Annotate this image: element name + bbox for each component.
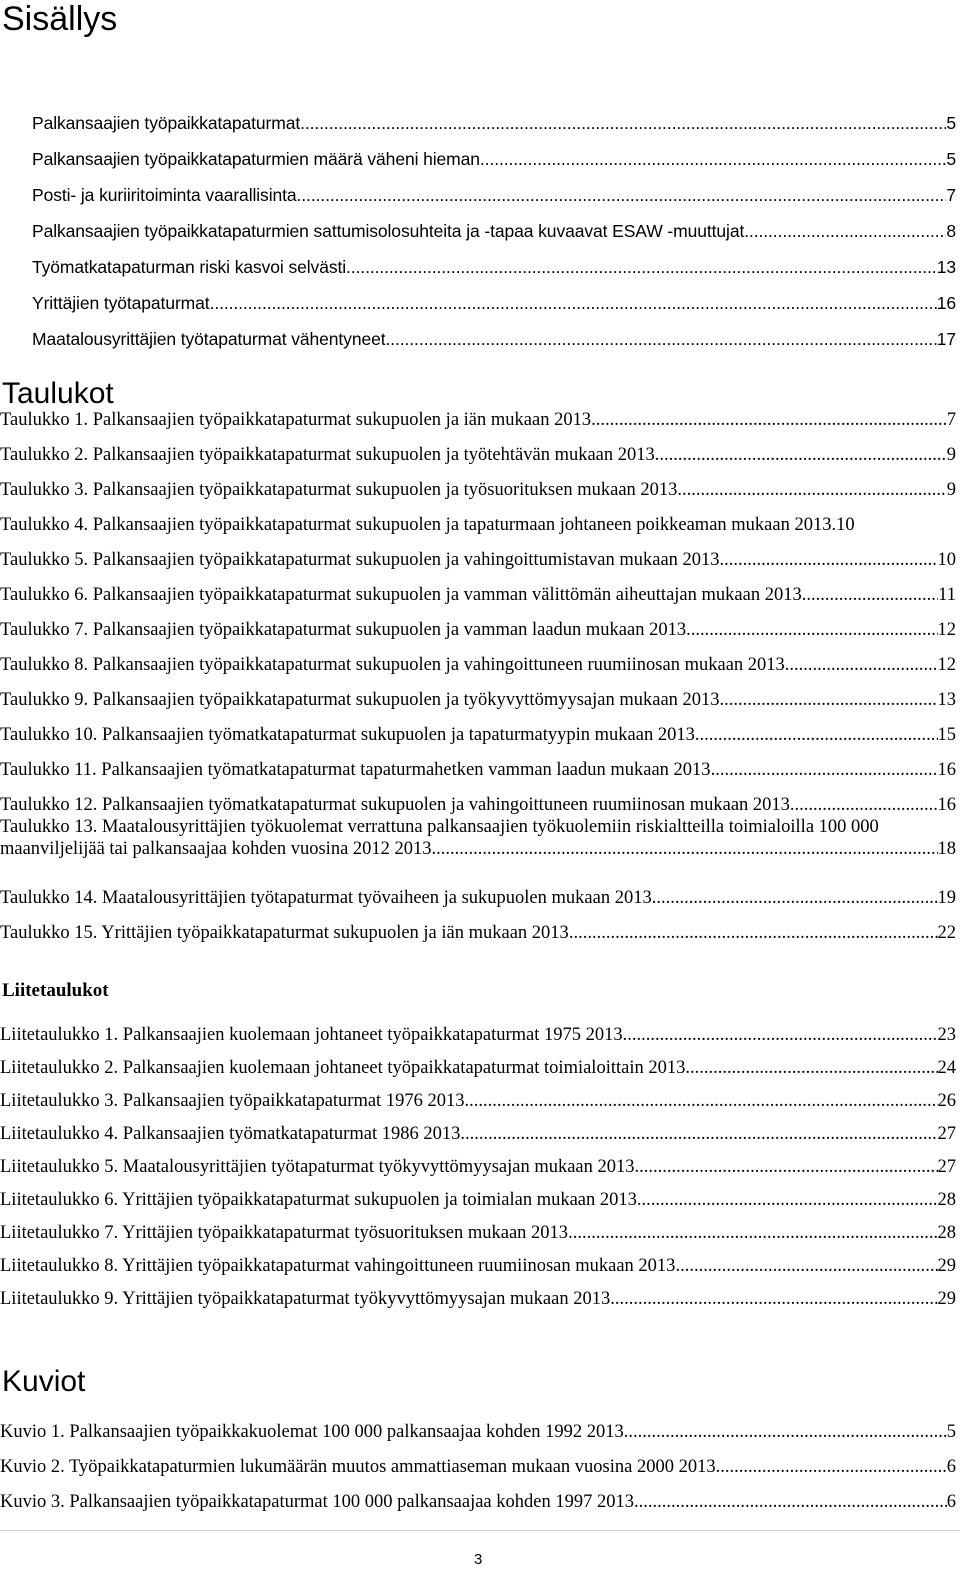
leader-dots <box>652 887 938 909</box>
table-entry-continuation <box>0 838 956 860</box>
table-entry-page: 9 <box>946 445 956 465</box>
leader-dots <box>711 759 938 781</box>
appendix-entry[interactable] <box>0 1178 956 1211</box>
toc-entry-text: Palkansaajien työpaikkatapaturmat <box>32 113 301 133</box>
appendix-entry-text: Liitetaulukko 7. Yrittäjien työpaikkatapaturmat työsuorituksen mukaan 2013 <box>0 1223 569 1243</box>
table-entry-text: Taulukko 7. Palkansaajien työpaikkatapaturmat sukupuolen ja vamman laadun mukaan 2013 <box>0 620 687 640</box>
toc-entry-page: 16 <box>936 293 956 313</box>
table-entry[interactable] <box>0 606 956 641</box>
appendix-entry[interactable] <box>0 1046 956 1079</box>
toc-entry[interactable] <box>32 206 956 242</box>
table-entry-text: Taulukko 6. Palkansaajien työpaikkatapaturmat sukupuolen ja vamman välittömän aiheuttajan mukaan 2013 <box>0 585 802 605</box>
figure-entry-text: Kuvio 3. Palkansaajien työpaikkatapaturmat 100 000 palkansaajaa kohden 1997 2013 <box>0 1492 634 1512</box>
table-entry-text: Taulukko 12. Palkansaajien työmatkatapaturmat sukupuolen ja vahingoittuneen ruumiinosan mukaan 2013 <box>0 795 790 815</box>
table-entry-page: 12 <box>937 655 956 675</box>
appendix-entry-page: 28 <box>937 1223 956 1243</box>
contents-list <box>32 98 956 350</box>
leader-dots <box>300 112 946 134</box>
table-entry-text: Taulukko 2. Palkansaajien työpaikkatapaturmat sukupuolen ja työtehtävän mukaan 2013 <box>0 445 655 465</box>
footer-divider <box>0 1530 960 1531</box>
leader-dots <box>802 584 938 606</box>
figure-entry[interactable] <box>0 1443 956 1478</box>
table-entry[interactable] <box>0 781 956 816</box>
leader-dots <box>346 256 937 278</box>
table-entry-page: 13 <box>937 690 956 710</box>
leader-dots <box>460 1123 937 1145</box>
toc-entry-text: Palkansaajien työpaikkatapaturmien sattumisolosuhteita ja -tapaa kuvaavat ESAW -muuttujat. <box>32 221 749 241</box>
table-entry-text-line2: maanviljelijää tai palkansaajaa kohden vuosina 2012 2013 <box>0 839 432 859</box>
appendix-entry[interactable] <box>0 1112 956 1145</box>
appendix-entry[interactable] <box>0 1277 956 1310</box>
page-title: Sisällys <box>2 0 118 38</box>
table-entry-page: 19 <box>937 888 956 908</box>
leader-dots <box>635 1156 938 1178</box>
table-entry[interactable] <box>0 396 956 431</box>
toc-entry-text: Maatalousyrittäjien työtapaturmat vähentyneet <box>32 329 386 349</box>
tables-list <box>0 396 956 944</box>
leader-dots <box>749 220 946 242</box>
appendix-entry-text: Liitetaulukko 5. Maatalousyrittäjien työtapaturmat työkyvyttömyysajan mukaan 2013 <box>0 1157 635 1177</box>
leader-dots <box>716 1456 947 1478</box>
leader-dots <box>623 1024 938 1046</box>
table-entry-text: Taulukko 9. Palkansaajien työpaikkatapaturmat sukupuolen ja työkyvyttömyysajan mukaan 2013 <box>0 690 720 710</box>
table-entry-text: Taulukko 8. Palkansaajien työpaikkatapaturmat sukupuolen ja vahingoittuneen ruumiinosan mukaan 2013 <box>0 655 785 675</box>
table-entry-page: 15 <box>937 725 956 745</box>
appendix-entry-text: Liitetaulukko 4. Palkansaajien työmatkatapaturmat 1986 2013 <box>0 1124 461 1144</box>
leader-dots <box>591 409 947 431</box>
table-entry[interactable] <box>0 874 956 909</box>
appendix-entry-text: Liitetaulukko 2. Palkansaajien kuolemaan johtaneet työpaikkatapaturmat toimialoittain 2013 <box>0 1058 686 1078</box>
toc-entry-text: Yrittäjien työtapaturmat <box>32 293 210 313</box>
page-number: 3 <box>474 1551 483 1568</box>
appendix-entry[interactable] <box>0 1211 956 1244</box>
table-entry[interactable] <box>0 909 956 944</box>
leader-dots <box>485 148 947 170</box>
table-entry-page: 16 <box>937 760 956 780</box>
leader-dots <box>610 1288 937 1310</box>
toc-entry-page: 13 <box>936 257 956 277</box>
table-entry[interactable] <box>0 816 956 874</box>
appendix-tables-list <box>0 1013 956 1310</box>
toc-entry-page: 17 <box>936 329 956 349</box>
table-entry[interactable] <box>0 746 956 781</box>
appendix-entry-page: 27 <box>937 1157 956 1177</box>
leader-dots <box>790 794 938 816</box>
figures-heading: Kuviot <box>2 1365 86 1398</box>
appendix-entry-text: Liitetaulukko 6. Yrittäjien työpaikkatapaturmat sukupuolen ja toimialan mukaan 2013 <box>0 1190 637 1210</box>
figure-entry-page: 6 <box>946 1492 956 1512</box>
table-entry-page: 7 <box>946 410 956 430</box>
table-entry[interactable] <box>0 676 956 711</box>
table-entry-page: 12 <box>937 620 956 640</box>
toc-entry-page: 5 <box>946 149 956 169</box>
figure-entry[interactable] <box>0 1408 956 1443</box>
table-entry[interactable] <box>0 431 956 466</box>
leader-dots <box>297 184 947 206</box>
appendix-entry-page: 26 <box>937 1091 956 1111</box>
leader-dots <box>785 654 938 676</box>
leader-dots <box>432 838 938 860</box>
leader-dots <box>655 444 947 466</box>
appendix-entry-page: 29 <box>937 1256 956 1276</box>
table-entry[interactable] <box>0 711 956 746</box>
table-entry-page: 22 <box>937 923 956 943</box>
figure-entry-text: Kuvio 1. Palkansaajien työpaikkakuolemat 100 000 palkansaajaa kohden 1992 2013 <box>0 1422 624 1442</box>
leader-dots <box>720 689 938 711</box>
appendix-entry-text: Liitetaulukko 3. Palkansaajien työpaikkatapaturmat 1976 2013 <box>0 1091 465 1111</box>
appendix-entry-text: Liitetaulukko 1. Palkansaajien kuolemaan johtaneet työpaikkatapaturmat 1975 2013 <box>0 1025 623 1045</box>
table-entry-text: Taulukko 15. Yrittäjien työpaikkatapaturmat sukupuolen ja iän mukaan 2013 <box>0 923 569 943</box>
leader-dots <box>385 328 936 350</box>
leader-dots <box>720 549 938 571</box>
toc-entry-page: 5 <box>946 113 956 133</box>
table-entry-page: 9 <box>946 480 956 500</box>
table-entry-text: Taulukko 10. Palkansaajien työmatkatapaturmat sukupuolen ja tapaturmatyypin mukaan 2013 <box>0 725 695 745</box>
toc-entry-page: 8 <box>946 221 956 241</box>
appendix-entry-page: 29 <box>937 1289 956 1309</box>
table-entry-page: 18 <box>937 839 956 859</box>
figure-entry[interactable] <box>0 1478 956 1513</box>
table-entry-page: 16 <box>937 795 956 815</box>
appendix-entry[interactable] <box>0 1079 956 1112</box>
table-entry-text: Taulukko 3. Palkansaajien työpaikkatapaturmat sukupuolen ja työsuorituksen mukaan 2013 <box>0 480 678 500</box>
toc-entry-text: Posti- ja kuriiritoiminta vaarallisinta <box>32 185 297 205</box>
toc-entry[interactable] <box>32 134 956 170</box>
table-entry[interactable] <box>0 466 956 501</box>
tables-heading: Taulukot <box>2 377 114 410</box>
table-entry-text: Taulukko 5. Palkansaajien työpaikkatapaturmat sukupuolen ja vahingoittumistavan mukaan 2013 <box>0 550 720 570</box>
table-entry-text: Taulukko 14. Maatalousyrittäjien työtapaturmat työvaiheen ja sukupuolen mukaan 2013 <box>0 888 652 908</box>
toc-entry[interactable] <box>32 170 956 206</box>
leader-dots <box>677 479 946 501</box>
appendix-tables-heading: Liitetaulukot <box>2 980 109 1001</box>
leader-dots <box>568 1222 937 1244</box>
figure-entry-text: Kuvio 2. Työpaikkatapaturmien lukumäärän muutos ammattiaseman mukaan vuosina 2000 2013 <box>0 1457 716 1477</box>
appendix-entry-page: 23 <box>937 1025 956 1045</box>
appendix-entry-page: 28 <box>937 1190 956 1210</box>
leader-dots <box>464 1090 937 1112</box>
leader-dots <box>695 724 938 746</box>
leader-dots <box>675 1255 937 1277</box>
toc-entry[interactable] <box>32 278 956 314</box>
leader-dots <box>210 292 937 314</box>
table-entry-text: Taulukko 13. Maatalousyrittäjien työkuolemat verrattuna palkansaajien työkuolemiin riskialtteilla toimialoilla 100 000 <box>0 817 879 837</box>
table-entry-text: Taulukko 4. Palkansaajien työpaikkatapaturmat sukupuolen ja tapaturmaan johtaneen poikkeaman mukaan 2013. <box>0 515 837 535</box>
leader-dots <box>634 1491 947 1513</box>
table-entry-page: 10 <box>937 550 956 570</box>
figure-entry-page: 6 <box>946 1457 956 1477</box>
leader-dots <box>569 922 938 944</box>
appendix-entry-page: 24 <box>937 1058 956 1078</box>
appendix-entry-text: Liitetaulukko 9. Yrittäjien työpaikkatapaturmat työkyvyttömyysajan mukaan 2013 <box>0 1289 611 1309</box>
leader-dots <box>686 619 937 641</box>
toc-entry[interactable] <box>32 242 956 278</box>
table-entry[interactable] <box>0 641 956 676</box>
toc-entry-page: 7 <box>946 185 956 205</box>
leader-dots <box>624 1421 947 1443</box>
table-entry[interactable] <box>0 571 956 606</box>
appendix-entry[interactable] <box>0 1244 956 1277</box>
toc-entry[interactable] <box>32 98 956 134</box>
appendix-entry[interactable] <box>0 1145 956 1178</box>
table-entry-page: 10 <box>836 515 855 535</box>
table-entry[interactable] <box>0 501 956 536</box>
toc-entry-text: Työmatkatapaturman riski kasvoi selvästi <box>32 257 347 277</box>
toc-entry[interactable] <box>32 314 956 350</box>
appendix-entry[interactable] <box>0 1013 956 1046</box>
table-entry[interactable] <box>0 536 956 571</box>
table-entry-page: 11 <box>938 585 956 605</box>
table-entry-text: Taulukko 1. Palkansaajien työpaikkatapaturmat sukupuolen ja iän mukaan 2013 <box>0 410 592 430</box>
appendix-entry-page: 27 <box>937 1124 956 1144</box>
leader-dots <box>637 1189 938 1211</box>
figures-list <box>0 1408 956 1513</box>
leader-dots <box>685 1057 937 1079</box>
figure-entry-page: 5 <box>946 1422 956 1442</box>
toc-entry-text: Palkansaajien työpaikkatapaturmien määrä väheni hieman. <box>32 149 485 169</box>
appendix-entry-text: Liitetaulukko 8. Yrittäjien työpaikkatapaturmat vahingoittuneen ruumiinosan mukaan 2013 <box>0 1256 676 1276</box>
table-entry-text: Taulukko 11. Palkansaajien työmatkatapaturmat tapaturmahetken vamman laadun mukaan 2013 <box>0 760 711 780</box>
